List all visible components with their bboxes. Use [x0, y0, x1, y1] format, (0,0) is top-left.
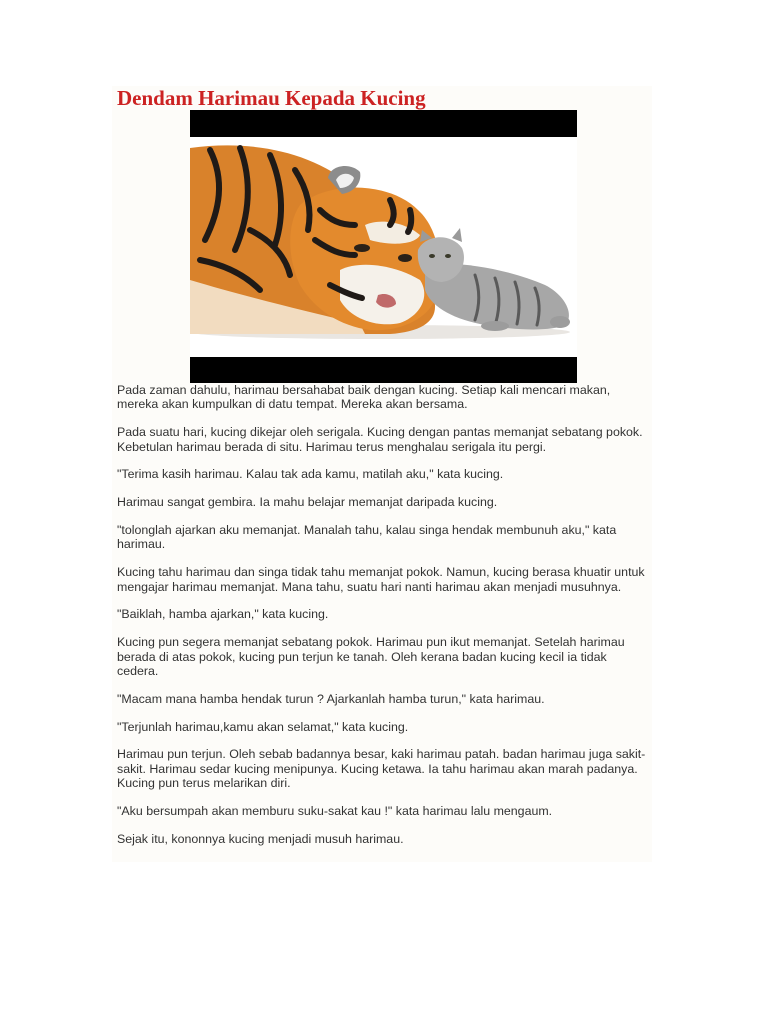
story-paragraph: Harimau sangat gembira. Ia mahu belajar memanjat daripada kucing.: [117, 495, 498, 510]
story-paragraph: Kucing pun segera memanjat sebatang pokok. Harimau pun ikut memanjat. Setelah harimau berada di atas pokok, kucing pun terjun ke tanah. Oleh kerana badan kucing kecil ia tidak cedera.: [117, 635, 625, 679]
story-paragraph: "tolonglah ajarkan aku memanjat. Manalah tahu, kalau singa hendak membunuh aku," kata harimau.: [117, 523, 617, 552]
story-paragraph: Pada suatu hari, kucing dikejar oleh serigala. Kucing dengan pantas memanjat sebatang pokok. Kebetulan harimau berada di situ. Harimau terus menghalau serigala itu pergi.: [117, 425, 643, 454]
story-paragraph: "Macam mana hamba hendak turun ? Ajarkanlah hamba turun," kata harimau.: [117, 691, 545, 706]
story-paragraph: Harimau pun terjun. Oleh sebab badannya besar, kaki harimau patah. badan harimau juga sakit-sakit. Harimau sedar kucing menipunya. Kucing ketawa. Ia tahu harimau akan marah padanya. Kucing pun terus melarikan diri.: [117, 747, 646, 791]
story-paragraph: "Aku bersumpah akan memburu suku-sakat kau !" kata harimau lalu mengaum.: [117, 804, 553, 819]
story-paragraph: Pada zaman dahulu, harimau bersahabat baik dengan kucing. Setiap kali mencari makan, mereka akan kumpulkan di datu tempat. Mereka akan bersama.: [117, 383, 611, 412]
story-paragraph: "Terima kasih harimau. Kalau tak ada kamu, matilah aku," kata kucing.: [117, 467, 504, 482]
story-body: [117, 383, 647, 860]
page-title: Dendam Harimau Kepada Kucing: [117, 86, 426, 110]
story-paragraph: "Terjunlah harimau,kamu akan selamat," kata kucing.: [117, 719, 409, 734]
story-paragraph: "Baiklah, hamba ajarkan," kata kucing.: [117, 607, 329, 622]
story-paragraph: Kucing tahu harimau dan singa tidak tahu memanjat pokok. Namun, kucing berasa khuatir untuk mengajar harimau memanjat. Mana tahu, suatu hari nanti harimau akan menjadi musuhnya.: [117, 565, 645, 594]
story-paragraph: Sejak itu, kononnya kucing menjadi musuh harimau.: [117, 831, 404, 846]
tiger-and-cat-photo: [190, 110, 577, 383]
